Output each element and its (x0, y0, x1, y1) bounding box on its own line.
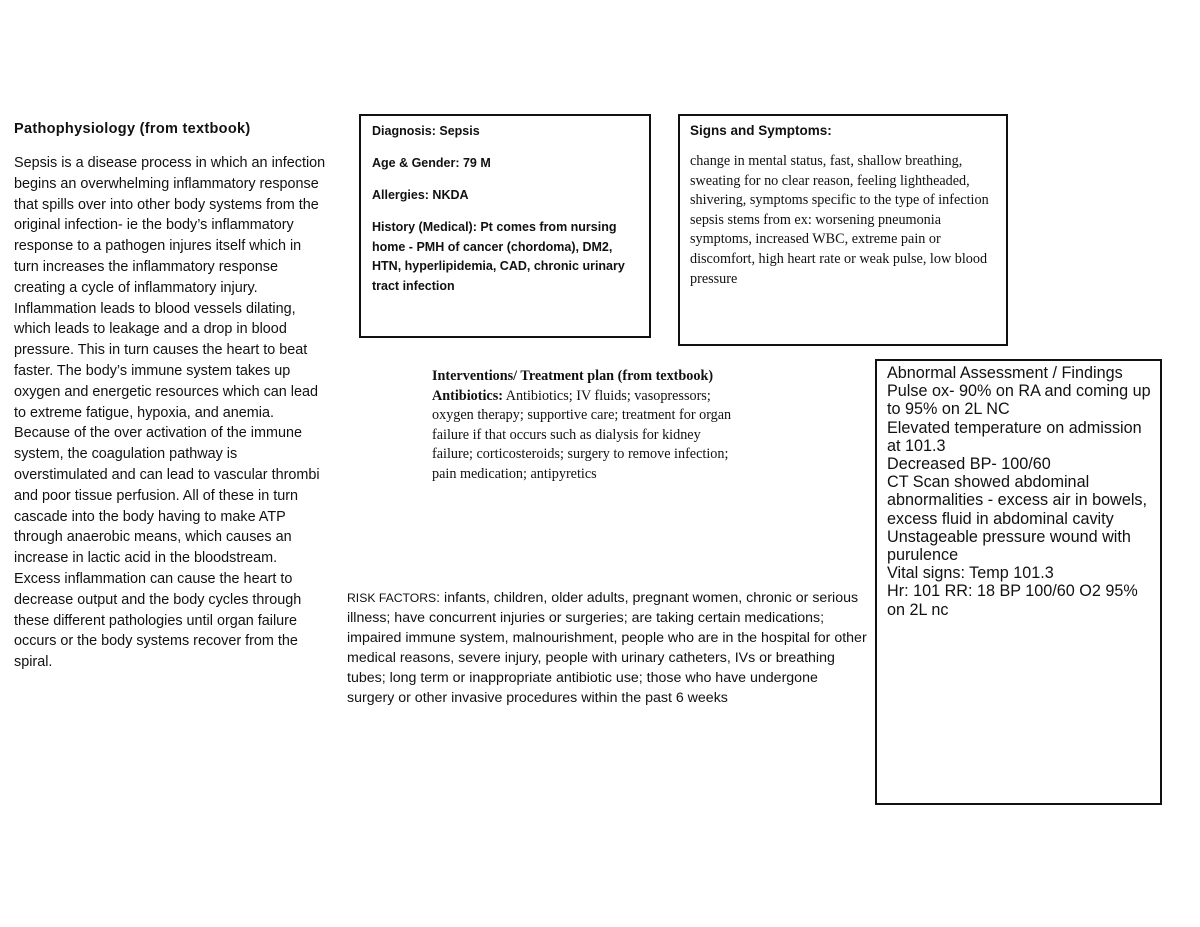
finding-temperature: Elevated temperature on admission at 101.3 (887, 418, 1142, 455)
abnormal-findings-box (875, 359, 1162, 805)
pathophysiology-title: Pathophysiology (from textbook) (14, 121, 251, 137)
finding-pressure-wound: Unstageable pressure wound with purulence (887, 527, 1131, 565)
signs-symptoms-box (678, 114, 1008, 346)
signs-symptoms-body: change in mental status, fast, shallow breathing, sweating for no clear reason, feeling lightheaded, shivering, symptoms specific to the type of infection sepsis stems from ex: worsening pneumonia symptoms, increased WBC, extreme pain or discomfort, high heart rate or weak pulse, low blood pressure (690, 153, 989, 287)
finding-blood-pressure: Decreased BP- 100/60 (887, 455, 1051, 474)
allergies-text: Allergies: NKDA (372, 188, 469, 202)
abnormal-findings-title: Abnormal Assessment / Findings (887, 364, 1123, 382)
finding-ct-scan: CT Scan showed abdominal abnormalities - excess air in bowels, excess fluid in abdominal cavity (887, 473, 1148, 528)
interventions-heading: Interventions/ Treatment plan (from textbook) Antibiotics: (432, 368, 714, 404)
finding-vital-signs: Vital signs: Temp 101.3 (887, 564, 1054, 583)
diagnosis-text: Diagnosis: Sepsis (372, 124, 480, 138)
pathophysiology-section (14, 120, 326, 673)
age-gender-text: Age & Gender: 79 M (372, 156, 491, 170)
signs-symptoms-title: Signs and Symptoms: (690, 123, 832, 138)
finding-pulse-ox: Pulse ox- 90% on RA and coming up to 95% on 2L NC (887, 382, 1151, 419)
risk-factors-section (347, 588, 867, 708)
diagnosis-box (359, 114, 651, 338)
interventions-body: Antibiotics; IV fluids; vasopressors; oxygen therapy; supportive care; treatment for organ failure if that occurs such as dialysis for kidney failure; corticosteroids; surgery to remove infection; pain medication; antipyretics (432, 387, 732, 482)
medical-history-text: History (Medical): Pt comes from nursing home - PMH of cancer (chordoma), DM2, HTN, hyperlipidemia, CAD, chronic urinary tract infection (372, 220, 625, 293)
risk-factors-body: : infants, children, older adults, pregnant women, chronic or serious illness; have concurrent injuries or surgeries; are taking certain medications; impaired immune system, malnourishment, people who are in the hospital for other medical reasons, severe injury, people with urinary catheters, IVs or breathing tubes; long term or inappropriate antibiotic use; those who have undergone surgery or other invasive procedures within the past 6 weeks (347, 590, 867, 706)
risk-factors-label: RISK FACTORS (347, 591, 437, 605)
interventions-section (432, 367, 742, 485)
pathophysiology-body: Sepsis is a disease process in which an infection begins an overwhelming inflammatory response that spills over into other body systems from the original infection- ie the body’s inflammatory response to a pathogen injures itself which in turn increases the inflammatory response creating a cycle of inflammatory injury. Inflammation leads to blood vessels dilating, which leads to leakage and a drop in blood pressure. This in turn causes the heart to beat faster. The body’s immune system takes up oxygen and energetic resources which can lead to extreme fatigue, hypoxia, and anemia. Because of the over activation of the immune system, the coagulation pathway is overstimulated and can lead to vascular thrombi and poor tissue perfusion. All of these in turn cascade into the body having to make ATP through anaerobic means, which causes an increase in lactic acid in the bloodstream. Excess inflammation can cause the heart to decrease output and the body cycles through these different pathologies until organ failure occurs or the body systems recover from the spiral. (14, 155, 326, 671)
finding-vitals-detail: Hr: 101 RR: 18 BP 100/60 O2 95% on 2L nc (887, 582, 1138, 619)
